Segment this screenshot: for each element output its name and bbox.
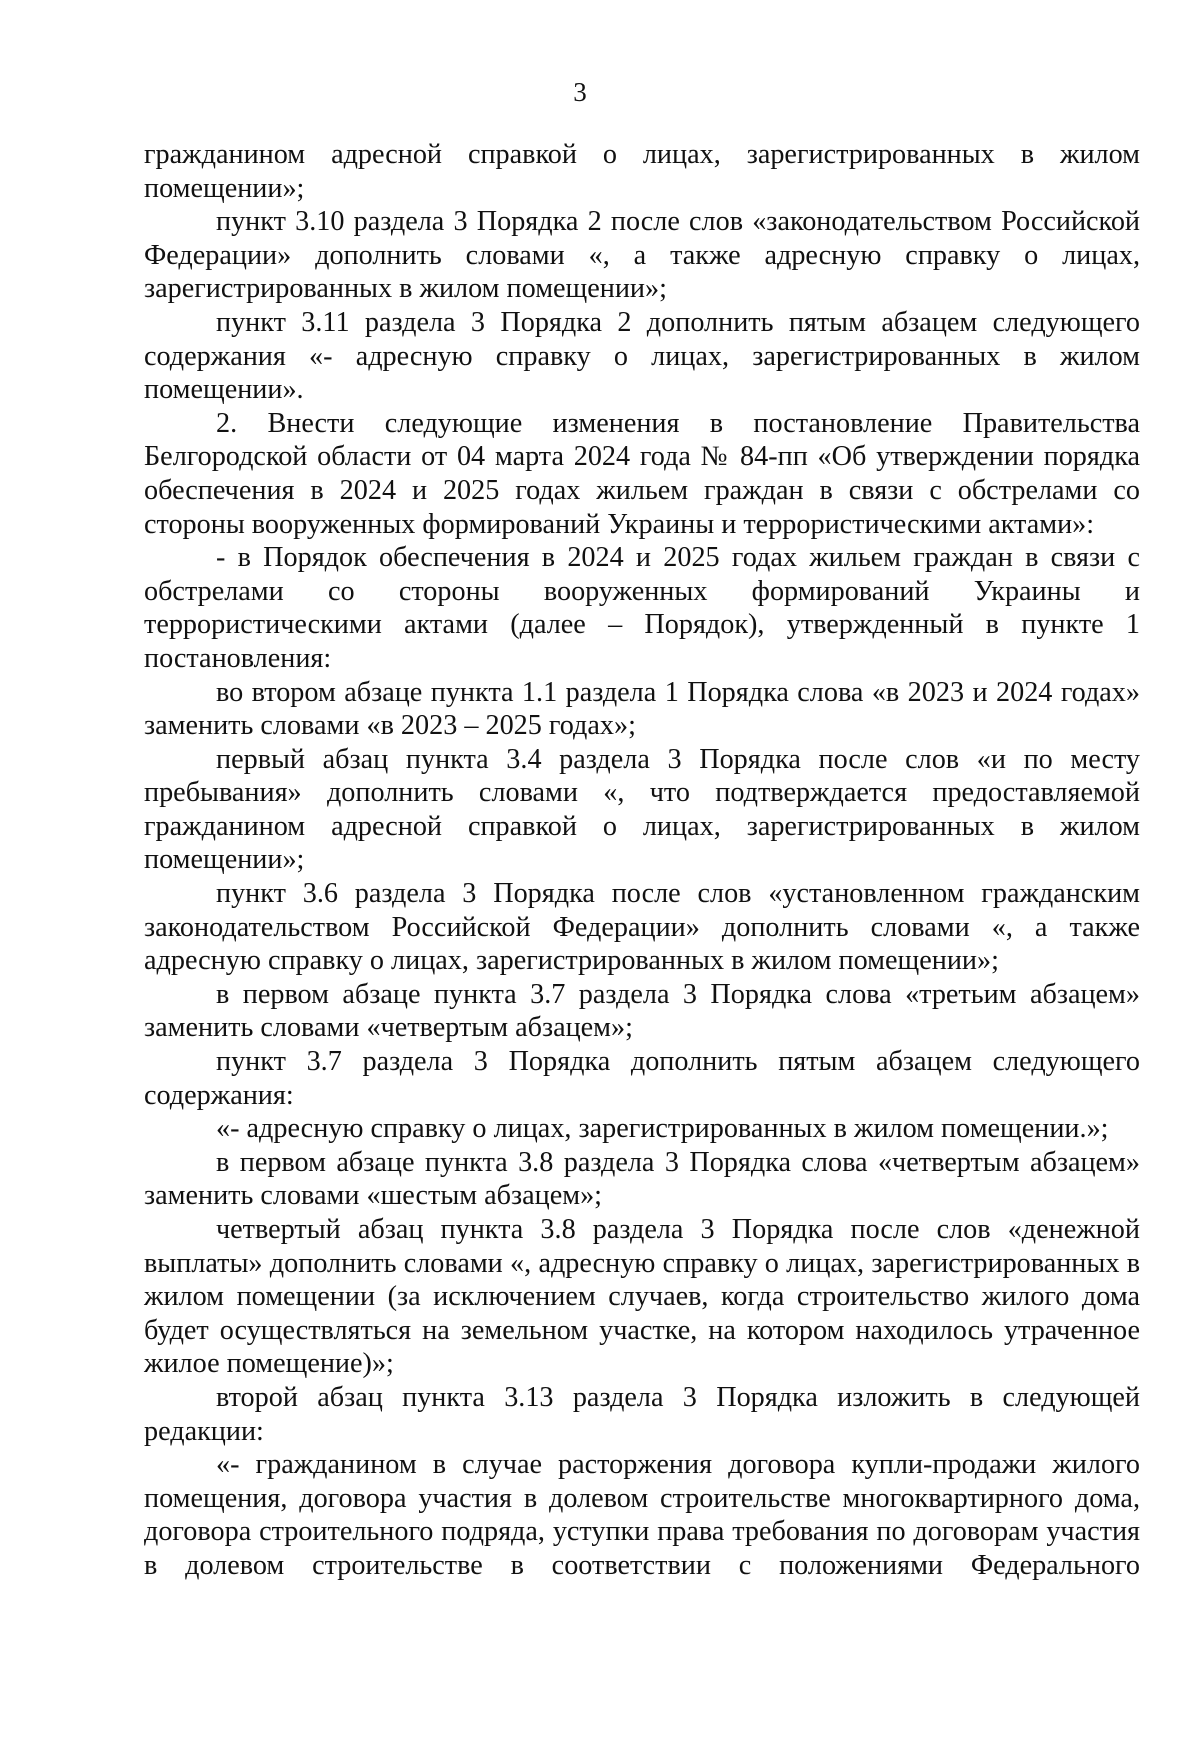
page-number: 3 bbox=[573, 77, 587, 107]
paragraph: - в Порядок обеспечения в 2024 и 2025 годах жильем граждан в связи с обстрелами со стороны вооруженных формирований Украины и террористическими актами (далее – Порядок), утвержденный в пункте 1 постановления: bbox=[144, 542, 1140, 674]
paragraph: пункт 3.10 раздела 3 Порядка 2 после слов «законодательством Российской Федерации» дополнить словами «, а также адресную справку о лицах, зарегистрированных в жилом помещении»; bbox=[144, 206, 1140, 305]
paragraph: во втором абзаце пункта 1.1 раздела 1 Порядка слова «в 2023 и 2024 годах» заменить словами «в 2023 – 2025 годах»; bbox=[144, 676, 1140, 742]
paragraph: второй абзац пункта 3.13 раздела 3 Порядка изложить в следующей редакции: bbox=[144, 1381, 1140, 1447]
paragraph: в первом абзаце пункта 3.8 раздела 3 Порядка слова «четвертым абзацем» заменить словами «шестым абзацем»; bbox=[144, 1146, 1140, 1212]
paragraph: пункт 3.6 раздела 3 Порядка после слов «установленном гражданским законодательством Российской Федерации» дополнить словами «, а также адресную справку о лицах, зарегистрированных в жилом помещении»; bbox=[144, 878, 1140, 977]
paragraph: 2. Внести следующие изменения в постановление Правительства Белгородской области от 04 марта 2024 года № 84-пп «Об утверждении порядка обеспечения в 2024 и 2025 годах жильем граждан в связи с обстрелами со стороны вооруженных формирований Украины и террористическими актами»: bbox=[144, 407, 1140, 540]
paragraph: гражданином адресной справкой о лицах, зарегистрированных в жилом помещении»; bbox=[144, 139, 1140, 204]
paragraph: четвертый абзац пункта 3.8 раздела 3 Порядка после слов «денежной выплаты» дополнить словами «, адресную справку о лицах, зарегистрированных в жилом помещении (за исключением случаев, когда строительство жилого дома будет осуществляться на земельном участке, на котором находилось утраченное жилое помещение)»; bbox=[144, 1214, 1140, 1380]
paragraph: в первом абзаце пункта 3.7 раздела 3 Порядка слова «третьим абзацем» заменить словами «четвертым абзацем»; bbox=[144, 978, 1140, 1044]
paragraph: «- гражданином в случае расторжения договора купли-продажи жилого помещения, договора участия в долевом строительстве многоквартирного дома, договора строительного подряда, уступки права требования по договорам участия в долевом строительстве в соответствии с положениями Федерального bbox=[144, 1449, 1140, 1581]
paragraph: пункт 3.7 раздела 3 Порядка дополнить пятым абзацем следующего содержания: bbox=[144, 1046, 1140, 1111]
paragraph: первый абзац пункта 3.4 раздела 3 Порядка после слов «и по месту пребывания» дополнить словами «, что подтверждается предоставляемой гражданином адресной справкой о лицах, зарегистрированных в жилом помещении»; bbox=[144, 743, 1140, 876]
paragraph: пункт 3.11 раздела 3 Порядка 2 дополнить пятым абзацем следующего содержания «- адресную справку о лицах, зарегистрированных в жилом помещении». bbox=[144, 306, 1140, 406]
paragraph: «- адресную справку о лицах, зарегистрированных в жилом помещении.»; bbox=[216, 1113, 1109, 1145]
document-body bbox=[144, 138, 1140, 1583]
